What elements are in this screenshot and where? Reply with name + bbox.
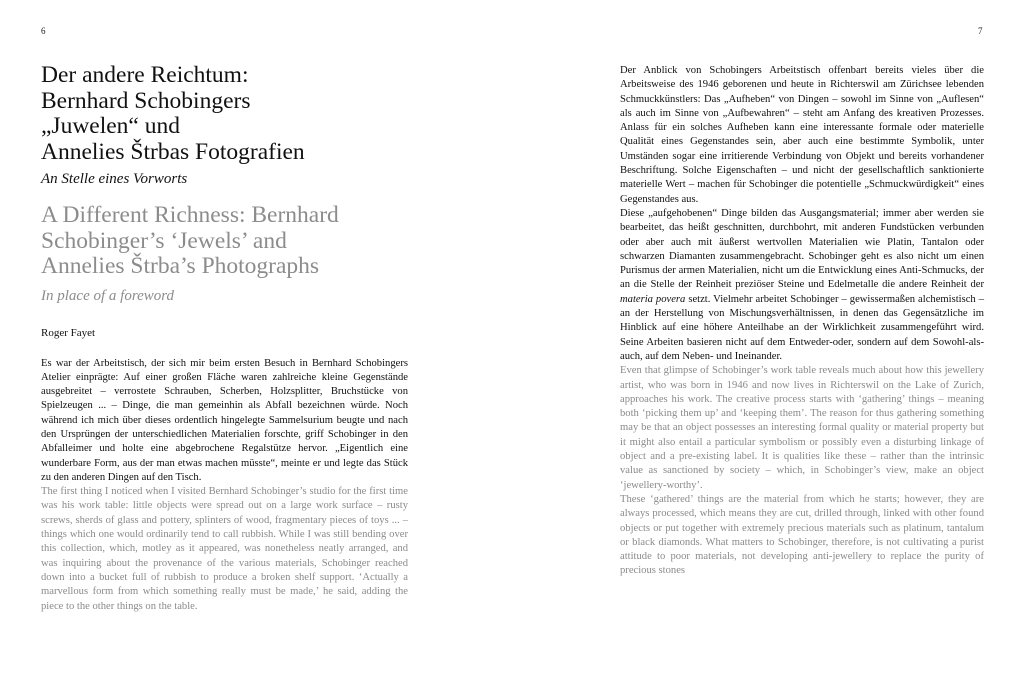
body-text-german: Es war der Arbeitstisch, der sich mir beim ersten Besuch in Bernhard Schobingers Atelier einprägte: Auf einer großen Fläche waren zahlreiche kleine Gegenstände ausgebreitet – verrostete Schrauben, Scherben, Holzsplitter, Bruchstücke von Spielzeugen ... – Dinge, die man gemeinhin als Abfall bezeichnen würde. Noch während ich mich über dieses ordentlich hingelegte Sammelsurium beugte und nach den Ursprüngen der unterschiedlichen Materialien forschte, griff Schobinger in den Abfalleimer und holte eine abgebrochene Regalstütze hervor. „Eigentlich eine wunderbare Form, aus der man etwas machen müsste“, meinte er und legte das Stück zu den anderen Dingen auf den Tisch. bbox=[41, 357, 408, 483]
body-text-english-paragraph: Even that glimpse of Schobinger’s work table reveals much about how this jewellery artist, who was born in 1946 and now lives in Richterswil on the Lake of Zurich, approaches his work. The creative process starts with ‘gathering’ things – meaning both ‘picking them up’ and ‘keeping them’. The reason for thus gathering something may be that an object possesses an interesting formal quality or material property but it might also entail a particular symbolism or possibly even a disturbing linkage of object and a pre-existing label. It is qualities like these – rather than the intrinsic value as sanctioned by society – which, in Schobinger’s view, make an object ‘jewellery-worthy’. bbox=[620, 365, 984, 491]
title-english bbox=[41, 203, 408, 280]
title-german-line: Bernhard Schobingers bbox=[41, 87, 251, 114]
body-text-english: The first thing I noticed when I visited Bernhard Schobinger’s studio for the first time was his work table: little objects were spread out on a large work surface – rusty screws, sherds of glass and pottery, splinters of wood, fragmentary pieces of toys ... – things which one would ordinarily tend to call rubbish. While I was still bending over this collection, which, motley as it appeared, was nonetheless neatly arranged, and was inquiring about the provenance of the various materials, Schobinger reached down into a bucket full of rubbish to produce a broken shelf support. ‘Actually a marvellous form from which something really must be made,’ he said, adding the piece to the other things on the table. bbox=[41, 486, 408, 612]
subtitle-english: In place of a foreword bbox=[41, 287, 175, 304]
title-german-line: Der andere Reichtum: bbox=[41, 62, 249, 88]
left-page bbox=[41, 63, 408, 614]
right-page bbox=[620, 64, 984, 579]
page-number-left: 6 bbox=[41, 26, 46, 36]
page-number-right: 7 bbox=[978, 26, 983, 36]
title-german-line: „Juwelen“ und bbox=[41, 113, 180, 139]
body-text-german-paragraph bbox=[620, 207, 984, 364]
title-english-line: Schobinger’s ‘Jewels’ and bbox=[41, 227, 287, 254]
body-text-segment: setzt. Vielmehr arbeitet Schobinger – gewissermaßen alchemistisch – an der Herstellung von Mischungsverhältnissen, in denen das Gegensätzliche im Hinblick auf eine höhere Anteilhabe an der Wirklichkeit zusammengeführt wird. Seine Arbeiten basieren nicht auf dem Entweder-oder, sondern auf dem Sowohl-als-auch, auf dem Neben- und Ineinander. bbox=[620, 293, 984, 362]
subtitle-german: An Stelle eines Vorworts bbox=[41, 171, 188, 187]
title-german bbox=[41, 63, 408, 165]
title-english-line: A Different Richness: Bernhard bbox=[41, 202, 339, 228]
body-text-segment: Diese „aufgehobenen“ Dinge bilden das Ausgangsmaterial; immer aber werden sie bearbeitet, das heißt geschnitten, durchbohrt, mit anderen Fundstücken verbunden oder aber auch mit äußerst wertvollen Materialien wie Platin, Tantalon oder schwarzen Diamanten zusammengebracht. Schobinger geht es also nicht um einen Purismus der armen Materialien, nicht um die Entwicklung eines Anti-Schmucks, der an die Stelle der Reinheit preziöser Steine und Edelmetalle die andere Reinheit der bbox=[620, 207, 984, 291]
body-text-german-paragraph: Der Anblick von Schobingers Arbeitstisch offenbart bereits vieles über die Arbeitsweise des 1946 geborenen und heute in Richterswil am Zürichsee lebenden Schmuckkünstlers: Das „Aufheben“ von Dingen – sowohl im Sinne von „Auflesen“ als auch im Sinne von „Aufbewahren“ – steht am Anfang des kreativen Prozesses. Anlass für ein solches Aufheben kann eine interessante formale oder materielle Qualität eines Gegenstandes sein, aber auch eine bestimmte Symbolik, unter Umständen sogar eine irritierende Verbindung von Objekt und bereits vorhandener Beschriftung. Solche Eigenschaften – und nicht der gesellschaftlich sanktionierte materielle Wert – machen für Schobinger die potentielle „Schmuckwürdigkeit“ eines Gegenstandes aus. bbox=[620, 65, 984, 205]
author-name: Roger Fayet bbox=[41, 326, 96, 339]
title-german-line: Annelies Štrbas Fotografien bbox=[41, 138, 305, 165]
body-text-english-paragraph: These ‘gathered’ things are the material from which he starts; however, they are always processed, which means they are cut, drilled through, linked with other found objects or put together with extremely precious materials such as platinum, tantalum or black diamonds. What matters to Schobinger, therefore, is not cultivating a purist attitude to poor materials, not developing anti-jewellery to replace the purity of precious stones bbox=[620, 493, 984, 577]
title-english-line: Annelies Štrba’s Photographs bbox=[41, 253, 320, 279]
italic-term: materia povera bbox=[620, 293, 686, 305]
